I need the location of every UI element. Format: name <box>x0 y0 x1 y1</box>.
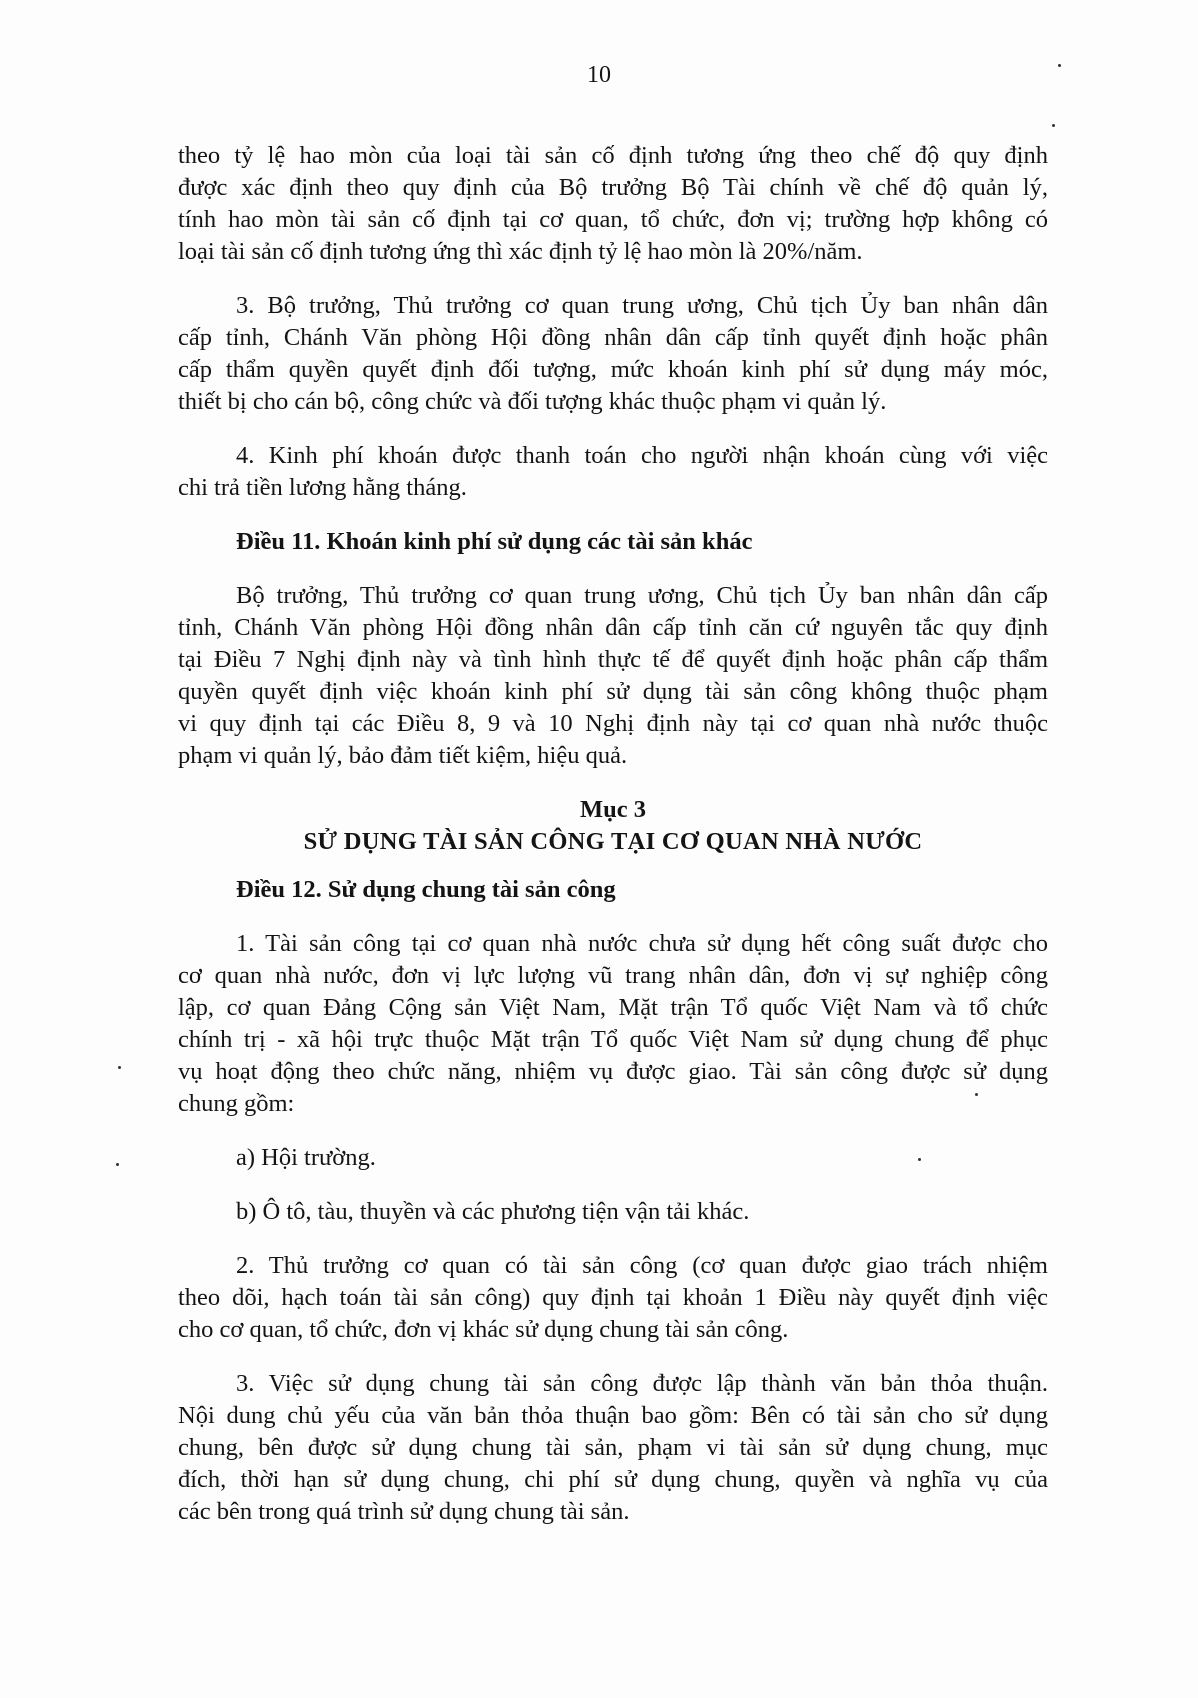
scan-speck <box>118 1066 121 1069</box>
article-12-heading: Điều 12. Sử dụng chung tài sản công <box>236 876 616 903</box>
document-body <box>178 140 1048 1550</box>
text-line: cấp tỉnh, Chánh Văn phòng Hội đồng nhân dân cấp tỉnh quyết định hoặc phân <box>178 324 1048 351</box>
article-12-clause-2 <box>178 1250 1048 1346</box>
text-line: chung, bên được sử dụng chung tài sản, phạm vi tài sản sử dụng chung, mục <box>178 1434 1048 1461</box>
text-line: chi trả tiền lương hằng tháng. <box>178 474 467 501</box>
text-line: được xác định theo quy định của Bộ trưởng Bộ Tài chính về chế độ quản lý, <box>178 174 1048 201</box>
text-line: chính trị - xã hội trực thuộc Mặt trận Tổ quốc Việt Nam sử dụng chung để phục <box>178 1026 1048 1053</box>
text-line: cơ quan nhà nước, đơn vị lực lượng vũ trang nhân dân, đơn vị sự nghiệp công <box>178 962 1048 989</box>
article-12-clause-1 <box>178 928 1048 1120</box>
paragraph-clause-3 <box>178 290 1048 418</box>
text-line: lập, cơ quan Đảng Cộng sản Việt Nam, Mặt trận Tổ quốc Việt Nam và tổ chức <box>178 994 1048 1021</box>
scan-speck <box>1052 124 1055 127</box>
text-line: cấp thẩm quyền quyết định đối tượng, mức khoán kinh phí sử dụng máy móc, <box>178 356 1048 383</box>
text-line: theo tỷ lệ hao mòn của loại tài sản cố định tương ứng theo chế độ quy định <box>178 142 1048 169</box>
text-line: 1. Tài sản công tại cơ quan nhà nước chưa sử dụng hết công suất được cho <box>236 930 1048 957</box>
text-line: 3. Việc sử dụng chung tài sản công được lập thành văn bản thỏa thuận. <box>236 1370 1048 1397</box>
text-line: quyền quyết định việc khoán kinh phí sử dụng tài sản công không thuộc phạm <box>178 678 1048 705</box>
page-number: 10 <box>587 62 611 88</box>
text-line: Bộ trưởng, Thủ trưởng cơ quan trung ương, Chủ tịch Ủy ban nhân dân cấp <box>236 582 1048 609</box>
text-line: tỉnh, Chánh Văn phòng Hội đồng nhân dân cấp tỉnh căn cứ nguyên tắc quy định <box>178 614 1048 641</box>
list-item-a: a) Hội trường. <box>236 1144 376 1171</box>
text-line: tính hao mòn tài sản cố định tại cơ quan, tổ chức, đơn vị; trường hợp không có <box>178 206 1048 233</box>
article-12-clause-3 <box>178 1368 1048 1528</box>
text-line: tại Điều 7 Nghị định này và tình hình thực tế để quyết định hoặc phân cấp thẩm <box>178 646 1048 673</box>
text-line: cho cơ quan, tổ chức, đơn vị khác sử dụng chung tài sản công. <box>178 1316 789 1343</box>
section-title: SỬ DỤNG TÀI SẢN CÔNG TẠI CƠ QUAN NHÀ NƯỚC <box>303 828 923 855</box>
scan-speck <box>1058 64 1061 67</box>
text-line: loại tài sản cố định tương ứng thì xác định tỷ lệ hao mòn là 20%/năm. <box>178 238 863 265</box>
text-line: Nội dung chủ yếu của văn bản thỏa thuận bao gồm: Bên có tài sản cho sử dụng <box>178 1402 1048 1429</box>
scan-speck <box>116 1163 119 1166</box>
text-line: chung gồm: <box>178 1090 295 1117</box>
article-11-heading: Điều 11. Khoán kinh phí sử dụng các tài sản khác <box>236 528 753 555</box>
article-11-body <box>178 580 1048 772</box>
scan-speck <box>918 1158 921 1161</box>
text-line: vụ hoạt động theo chức năng, nhiệm vụ được giao. Tài sản công được sử dụng <box>178 1058 1048 1085</box>
text-line: đích, thời hạn sử dụng chung, chi phí sử dụng chung, quyền và nghĩa vụ của <box>178 1466 1048 1493</box>
text-line: 3. Bộ trưởng, Thủ trưởng cơ quan trung ương, Chủ tịch Ủy ban nhân dân <box>236 292 1048 319</box>
text-line: vi quy định tại các Điều 8, 9 và 10 Nghị định này tại cơ quan nhà nước thuộc <box>178 710 1048 737</box>
text-line: phạm vi quản lý, bảo đảm tiết kiệm, hiệu quả. <box>178 742 628 769</box>
text-line: thiết bị cho cán bộ, công chức và đối tượng khác thuộc phạm vi quản lý. <box>178 388 887 415</box>
paragraph-continuation <box>178 140 1048 268</box>
scan-speck <box>975 1093 978 1096</box>
text-line: các bên trong quá trình sử dụng chung tài sản. <box>178 1498 630 1525</box>
list-item-b: b) Ô tô, tàu, thuyền và các phương tiện vận tải khác. <box>236 1198 750 1225</box>
text-line: theo dõi, hạch toán tài sản công) quy định tại khoản 1 Điều này quyết định việc <box>178 1284 1048 1311</box>
text-line: 2. Thủ trưởng cơ quan có tài sản công (cơ quan được giao trách nhiệm <box>236 1252 1048 1279</box>
paragraph-clause-4 <box>178 440 1048 504</box>
text-line: 4. Kinh phí khoán được thanh toán cho người nhận khoán cùng với việc <box>236 442 1048 469</box>
section-label: Mục 3 <box>580 796 646 823</box>
